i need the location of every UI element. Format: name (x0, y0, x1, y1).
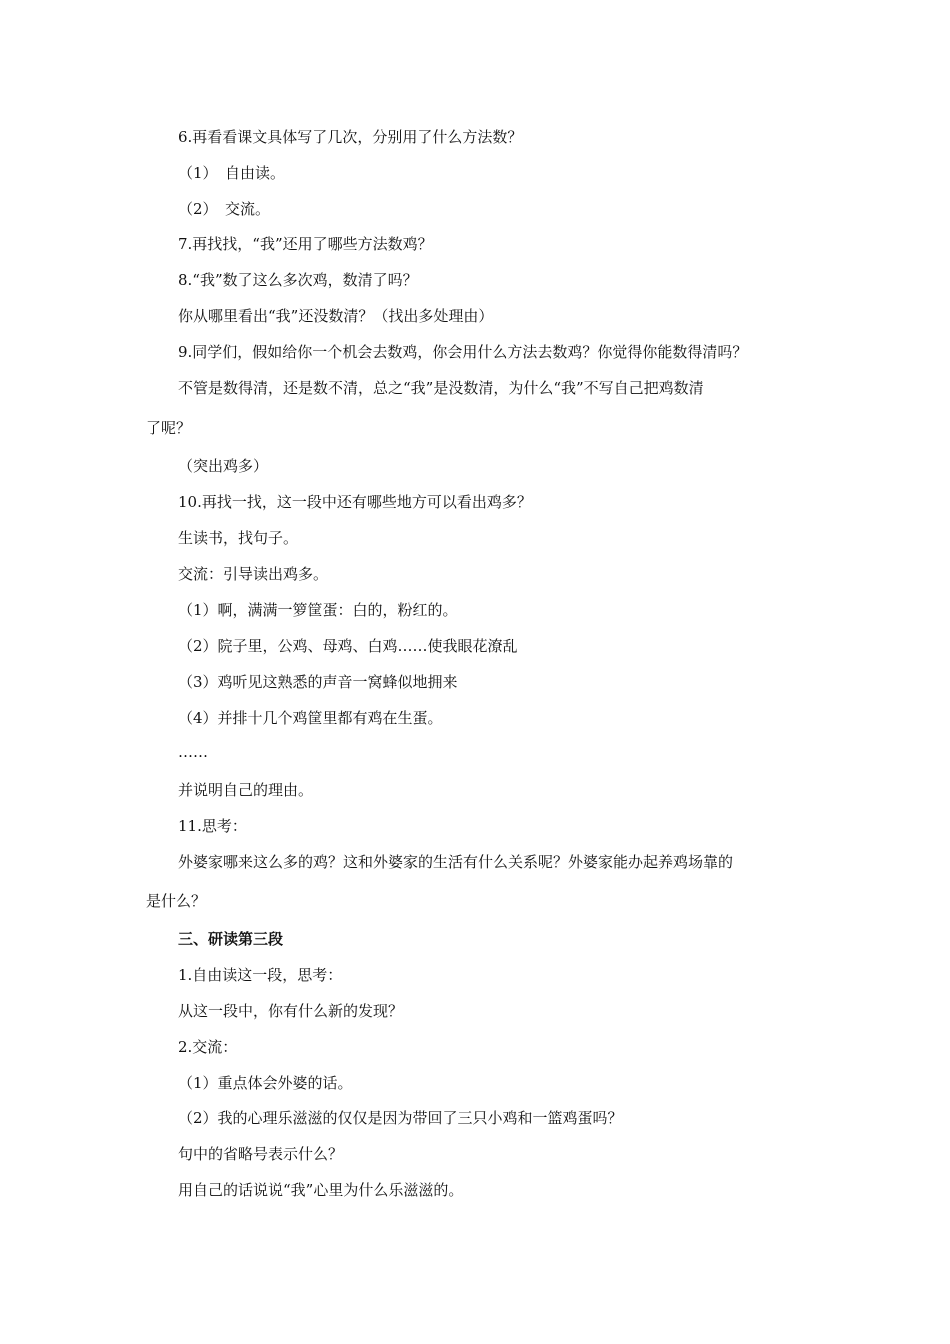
paragraph-line: 句中的省略号表示什么？ (178, 1145, 344, 1163)
item-1: 1.自由读这一段，思考： (178, 966, 343, 984)
item-9: 9.同学们，假如给你一个机会去数鸡，你会用什么方法去数鸡？你觉得你能数得清吗？ (178, 343, 748, 361)
paragraph-line: 交流：引导读出鸡多。 (178, 565, 329, 583)
sub-item-1: （1）重点体会外婆的话。 (178, 1074, 353, 1092)
sub-item-2: （2）我的心理乐滋滋的仅仅是因为带回了三只小鸡和一篮鸡蛋吗？ (178, 1109, 623, 1127)
item-11: 11.思考： (178, 817, 247, 835)
section-heading: 三、研读第三段 (178, 930, 284, 948)
item-6-sub-1: （1） 自由读。 (178, 164, 286, 182)
paragraph-line-continued: 了呢？ (146, 419, 192, 437)
paragraph-line: 用自己的话说说“我”心里为什么乐滋滋的。 (178, 1181, 464, 1199)
sub-item-1: （1）啊，满满一箩筐蛋：白的，粉红的。 (178, 601, 458, 619)
paragraph-line: 生读书，找句子。 (178, 529, 299, 547)
item-2: 2.交流： (178, 1038, 238, 1056)
item-6-sub-2: （2） 交流。 (178, 200, 271, 218)
paragraph-line: 不管是数得清，还是数不清，总之“我”是没数清，为什么“我”不写自己把鸡数清 (178, 379, 704, 397)
paragraph-line: 并说明自己的理由。 (178, 781, 314, 799)
note-text: （突出鸡多） (178, 457, 269, 475)
item-6: 6.再看看课文具体写了几次，分别用了什么方法数？ (178, 128, 523, 146)
paragraph-line: 从这一段中，你有什么新的发现？ (178, 1002, 404, 1020)
item-8: 8.“我”数了这么多次鸡，数清了吗？ (178, 271, 418, 289)
paragraph-line-continued: 是什么？ (146, 892, 207, 910)
paragraph-line: 外婆家哪来这么多的鸡？这和外婆家的生活有什么关系呢？外婆家能办起养鸡场靠的 (178, 853, 734, 871)
sub-item-3: （3）鸡听见这熟悉的声音一窝蜂似地拥来 (178, 673, 458, 691)
sub-item-4: （4）并排十几个鸡筐里都有鸡在生蛋。 (178, 709, 443, 727)
ellipsis-line: …… (178, 743, 208, 761)
item-8-followup: 你从哪里看出“我”还没数清？（找出多处理由） (178, 307, 494, 325)
item-7: 7.再找找，“我”还用了哪些方法数鸡？ (178, 235, 433, 253)
item-10: 10.再找一找，这一段中还有哪些地方可以看出鸡多？ (178, 493, 532, 511)
sub-item-2: （2）院子里，公鸡、母鸡、白鸡……使我眼花潦乱 (178, 637, 518, 655)
